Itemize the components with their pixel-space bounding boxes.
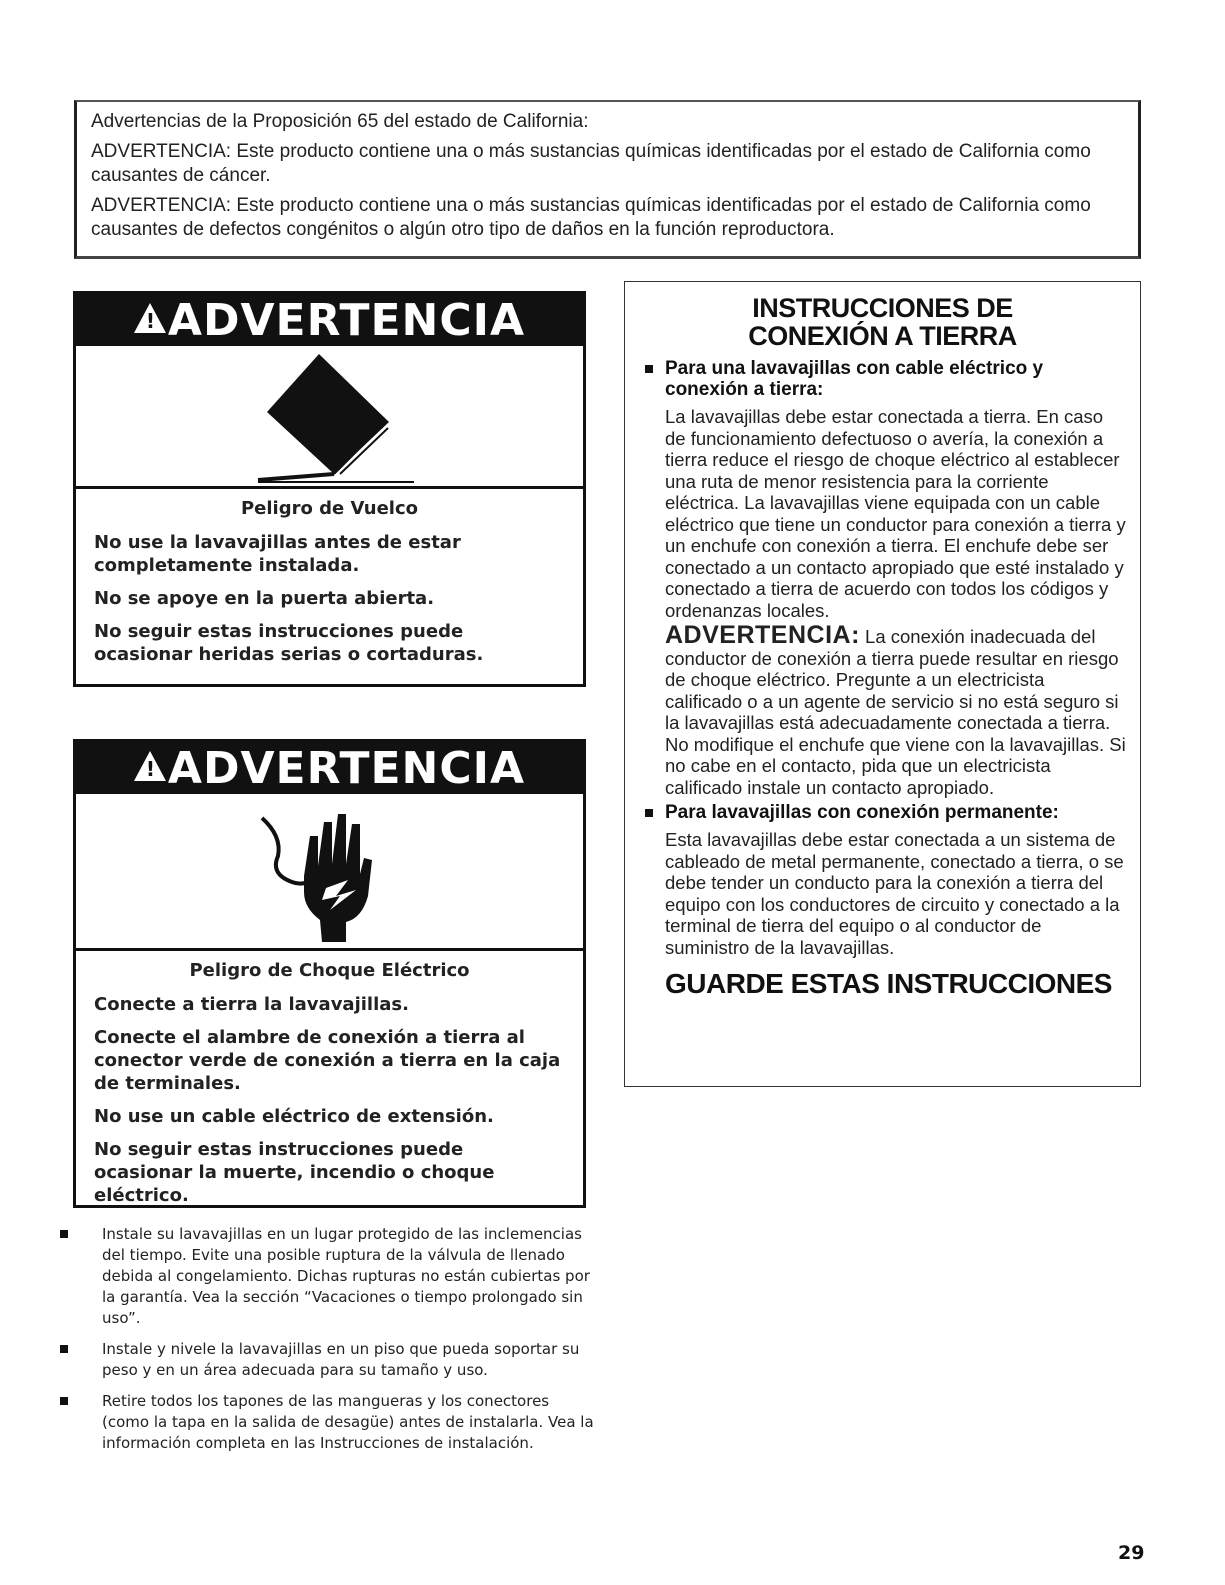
warning-header-label: ADVERTENCIA — [167, 742, 526, 794]
grounding-title — [639, 294, 1126, 350]
electric-shock-icon — [252, 796, 412, 946]
list-item-text: Instale y nivele la lavavajillas en un piso que pueda soportar su peso y en un área adecuada para su tamaño y uso. — [102, 1340, 580, 1379]
tip-over-caption: Peligro de Vuelco — [240, 498, 418, 519]
save-instructions-heading: GUARDE ESTAS INSTRUCCIONES — [665, 968, 1112, 999]
prop65-intro: Advertencias de la Proposición 65 del estado de California: — [91, 111, 589, 132]
section-body: La lavavajillas debe estar conectada a tierra. En caso de funcionamiento defectuoso o avería, la conexión a tierra reduce el riesgo de choque eléctrico al establecer una ruta de menor resistencia para la corriente eléctrica. La lavavajillas viene equipada con un cable eléctrico que tiene un conductor para conexión a tierra y un enchufe con conexión a tierra. El enchufe debe ser conectado a un contacto apropiado que esté instalado y conectado a tierra de acuerdo con todos los códigos y ordenanzas locales. — [665, 406, 1126, 621]
tip-over-icon-area — [76, 346, 583, 489]
grounding-instructions-box — [624, 281, 1141, 1087]
warning-triangle-icon — [134, 751, 166, 781]
installation-tips-list — [60, 1224, 600, 1464]
warning-word: ADVERTENCIA: — [665, 621, 860, 649]
warning-header — [76, 294, 583, 346]
prop65-cancer-warning: ADVERTENCIA: Este producto contiene una o más sustancias químicas identificadas por el estado de California como causantes de cáncer. — [91, 141, 1091, 186]
shock-warning-line: No seguir estas instrucciones puede ocasionar la muerte, incendio o choque eléctrico. — [94, 1139, 495, 1206]
prop65-notice — [74, 100, 1141, 259]
warning-header — [76, 742, 583, 794]
permanent-connection-section — [639, 802, 1126, 958]
section-heading: Para una lavavajillas con cable eléctrico y conexión a tierra: — [665, 358, 1044, 400]
prop65-reproductive-warning: ADVERTENCIA: Este producto contiene una o más sustancias químicas identificadas por el estado de California como causantes de defectos congénitos o algún otro tipo de daños en la función reproductora. — [91, 195, 1091, 240]
grounding-title-line: INSTRUCCIONES DE — [752, 293, 1013, 323]
warning-triangle-icon — [134, 303, 166, 333]
shock-warning-line: No use un cable eléctrico de extensión. — [94, 1106, 494, 1127]
warning-header-label: ADVERTENCIA — [167, 294, 526, 346]
bullet-icon — [60, 1397, 68, 1405]
list-item — [60, 1224, 600, 1329]
warning-body: La conexión inadecuada del conductor de conexión a tierra puede resultar en riesgo de choque eléctrico. Pregunte a un electricista calificado o a un agente de servicio si no está seguro si la lavavajillas está adecuadamente conectada a tierra. No modifique el enchufe que viene con la lavavajillas. Si no cabe en el contacto, pida que un electricista calificado instale un contacto apropiado. — [665, 626, 1126, 798]
grounding-title-line: CONEXIÓN A TIERRA — [748, 321, 1017, 351]
electric-shock-warning-box — [73, 739, 586, 1208]
page-number: 29 — [1118, 1542, 1145, 1564]
list-item-text: Instale su lavavajillas en un lugar protegido de las inclemencias del tiempo. Evite una posible ruptura de la válvula de llenado debida al congelamiento. Dichas rupturas no están cubiertas por la garantía. Vea la sección “Vacaciones o tiempo prolongado sin uso”. — [102, 1225, 590, 1327]
bullet-icon — [60, 1345, 68, 1353]
tip-over-warning-box — [73, 291, 586, 687]
bullet-icon — [60, 1230, 68, 1238]
list-item — [60, 1339, 600, 1381]
bullet-icon — [645, 365, 653, 373]
electric-shock-caption: Peligro de Choque Eléctrico — [189, 960, 470, 981]
section-body: Esta lavavajillas debe estar conectada a un sistema de cableado de metal permanente, conectado a tierra, o se debe tender un conducto para la conexión a tierra del equipo con los conductores de circuito y conectado a la terminal de tierra del equipo o al conductor de suministro de la lavavajillas. — [665, 829, 1124, 958]
bullet-icon — [645, 809, 653, 817]
grounding-warning — [665, 621, 1126, 798]
tip-over-icon — [222, 346, 442, 486]
shock-warning-line: Conecte a tierra la lavavajillas. — [94, 994, 409, 1015]
shock-warning-line: Conecte el alambre de conexión a tierra al conector verde de conexión a tierra en la caja de terminales. — [94, 1027, 561, 1094]
tip-warning-line: No seguir estas instrucciones puede ocasionar heridas serias o cortaduras. — [94, 621, 484, 665]
list-item — [60, 1391, 600, 1454]
tip-warning-line: No use la lavavajillas antes de estar completamente instalada. — [94, 532, 461, 576]
tip-warning-line: No se apoye en la puerta abierta. — [94, 588, 435, 609]
cord-connected-section — [639, 358, 1126, 798]
section-heading: Para lavavajillas con conexión permanente: — [665, 802, 1059, 823]
list-item-text: Retire todos los tapones de las mangueras y los conectores (como la tapa en la salida de desagüe) antes de instalarla. Vea la información completa en las Instrucciones de instalación. — [102, 1392, 594, 1452]
electric-shock-icon-area — [76, 794, 583, 951]
